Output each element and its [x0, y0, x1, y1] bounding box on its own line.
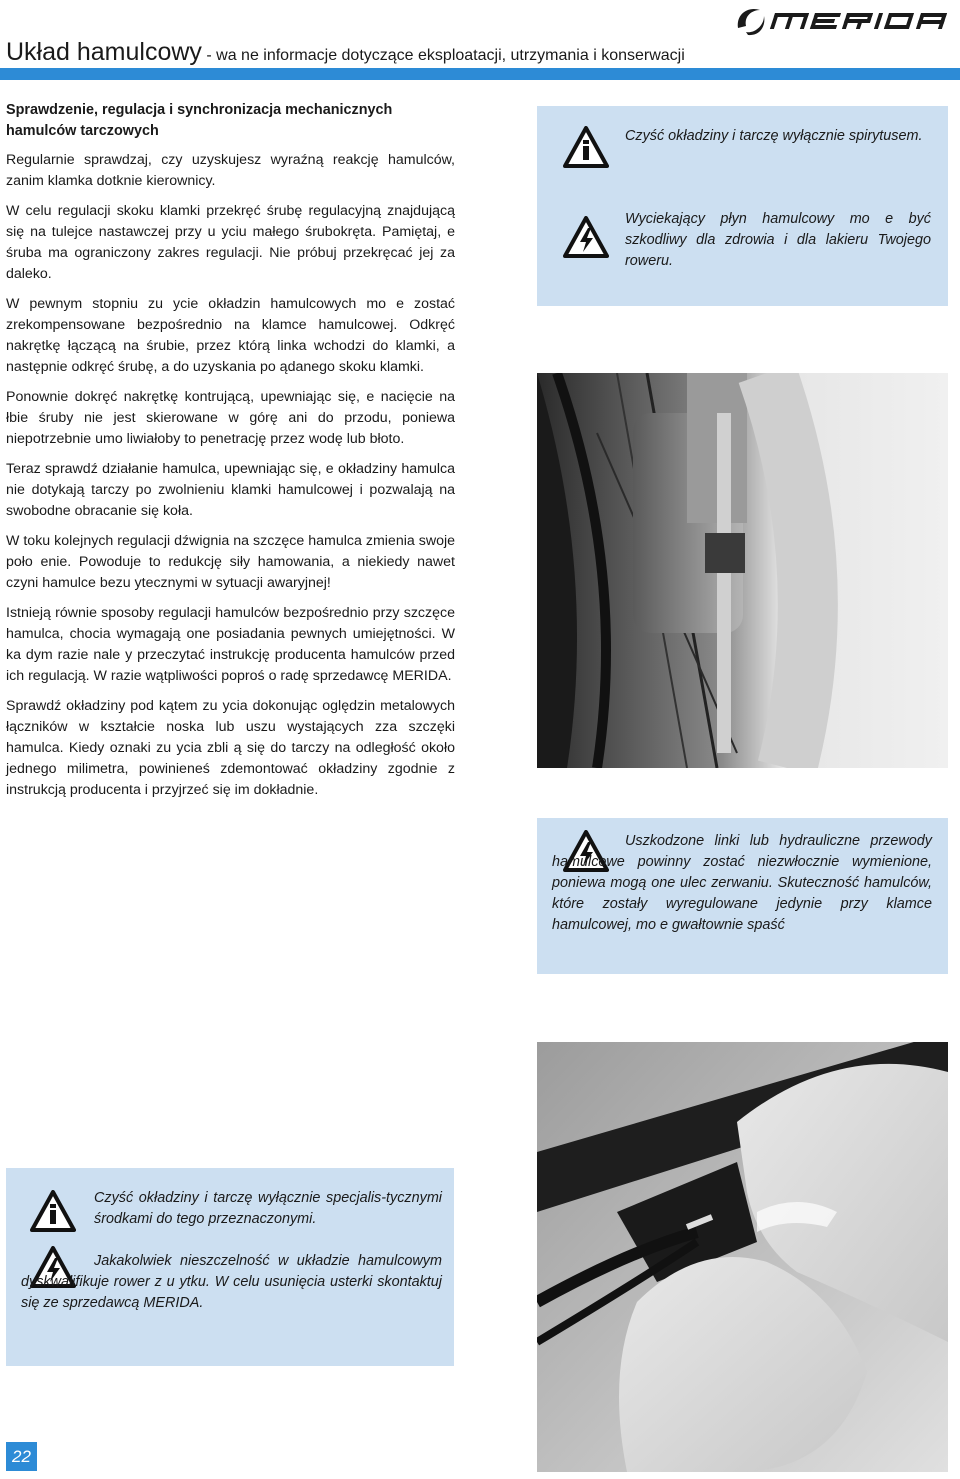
brake-lever-photo	[537, 1042, 948, 1472]
note-box-cleaning	[537, 106, 948, 306]
title-main: Układ hamulcowy	[6, 38, 202, 66]
note-text: Czyść okładziny i tarczę wyłącznie specjalis-tycznymi środkami do tego przeznaczonymi.	[94, 1190, 442, 1227]
title-subtitle: - wa ne informacje dotyczące eksploatacji, utrzymania i konserwacji	[201, 47, 685, 64]
note-box-special-cleaners	[6, 1168, 454, 1366]
paragraph: Regularnie sprawdzaj, czy uzyskujesz wyraźną reakcję hamulców, zanim klamka dotknie kierownicy.	[6, 152, 455, 189]
note-box-damaged-lines	[537, 818, 948, 974]
paragraph: Ponownie dokręć nakrętkę kontrującą, upewniając się, e nacięcie na łbie śruby nie jest skierowane w górę ani do przodu, poniewa niepotrzebnie umo liwiałoby to penetrację przez wodę lub błoto.	[6, 389, 455, 447]
paragraph: Teraz sprawdź działanie hamulca, upewniając się, e okładziny hamulca nie dotykają tarczy po zwolnieniu klamki hamulcowej i pozwalają na swobodne obracanie się koła.	[6, 461, 455, 519]
info-warning-icon	[30, 1190, 76, 1232]
note-text: Uszkodzone linki lub hydrauliczne przewody hamulcowe powinny zostać niezwłocznie wymienione, poniewa mogą one ulec zerwaniu. Skuteczność hamulców, które zostały wyregulowane jedynie przy klamce hamulcowej, mo e gwałtownie spaść	[552, 833, 932, 933]
note-text: Wyciekający płyn hamulcowy mo e być szkodliwy dla zdrowia i dla lakieru Twojego roweru.	[625, 211, 931, 269]
disc-brake-photo	[537, 373, 948, 768]
electric-hazard-icon	[563, 216, 609, 258]
logo-wordmark	[770, 13, 947, 29]
paragraph: W pewnym stopniu zu ycie okładzin hamulcowych mo e zostać zrekompensowane bezpośrednio na klamce hamulcowej. Odkręć nakrętkę łączącą na śrubie, przez którą linka wchodzi do klamki, a następnie odkręć śrubę, a do uzyskania po ądanego skoku klamki.	[6, 296, 455, 375]
left-column	[6, 100, 455, 810]
paragraph: W toku kolejnych regulacji dźwignia na szczęce hamulca zmienia swoje poło enie. Powoduje to redukcję siły hamowania, a niekiedy nawet czyni hamulce bezu ytecznymi w sytuacji awaryjnej!	[6, 533, 455, 591]
section-heading: Sprawdzenie, regulacja i synchronizacja mechanicznych hamulców tarczowych	[6, 102, 393, 139]
info-warning-icon	[563, 126, 609, 168]
paragraph: Istnieją równie sposoby regulacji hamulców bezpośrednio przy szczęce hamulca, chocia wymagają one posiadania pewnych umiejętności. W ka dym razie nale y przeczytać instrukcję producenta hamulców przed ich regulacją. W razie wątpliwości poproś o radę sprzedawcę MERIDA.	[6, 605, 455, 684]
page-number: 22	[6, 1442, 37, 1471]
merida-logo	[734, 4, 948, 38]
paragraph: Sprawdź okładziny pod kątem zu ycia dokonując oględzin metalowych łączników w kształcie noska lub uszu wystających zza szczęki hamulca. Kiedy oznaki zu ycia zbli ą się do tarczy na odległość około jednego milimetra, powinieneś zdemontować okładziny zgodnie z instrukcją producenta i przyjrzeć się im dokładnie.	[6, 698, 455, 798]
note-text: Czyść okładziny i tarczę wyłącznie spirytusem.	[625, 128, 923, 144]
paragraph: W celu regulacji skoku klamki przekręć śrubę regulacyjną znajdującą się na tulejce nastawczej przy u yciu małego śrubokręta. Pamiętaj, e śruba ma ograniczony zakres regulacji. Nie próbuj przekręcać jej za daleko.	[6, 203, 455, 282]
logo-swoosh-icon	[738, 9, 765, 35]
header-rule	[0, 68, 960, 80]
page-title	[6, 38, 766, 67]
note-text: Jakakolwiek nieszczelność w układzie hamulcowym dyskwalifikuje rower z u ytku. W celu usunięcia usterki skontaktuj się ze sprzedawcą MERIDA.	[21, 1253, 442, 1311]
